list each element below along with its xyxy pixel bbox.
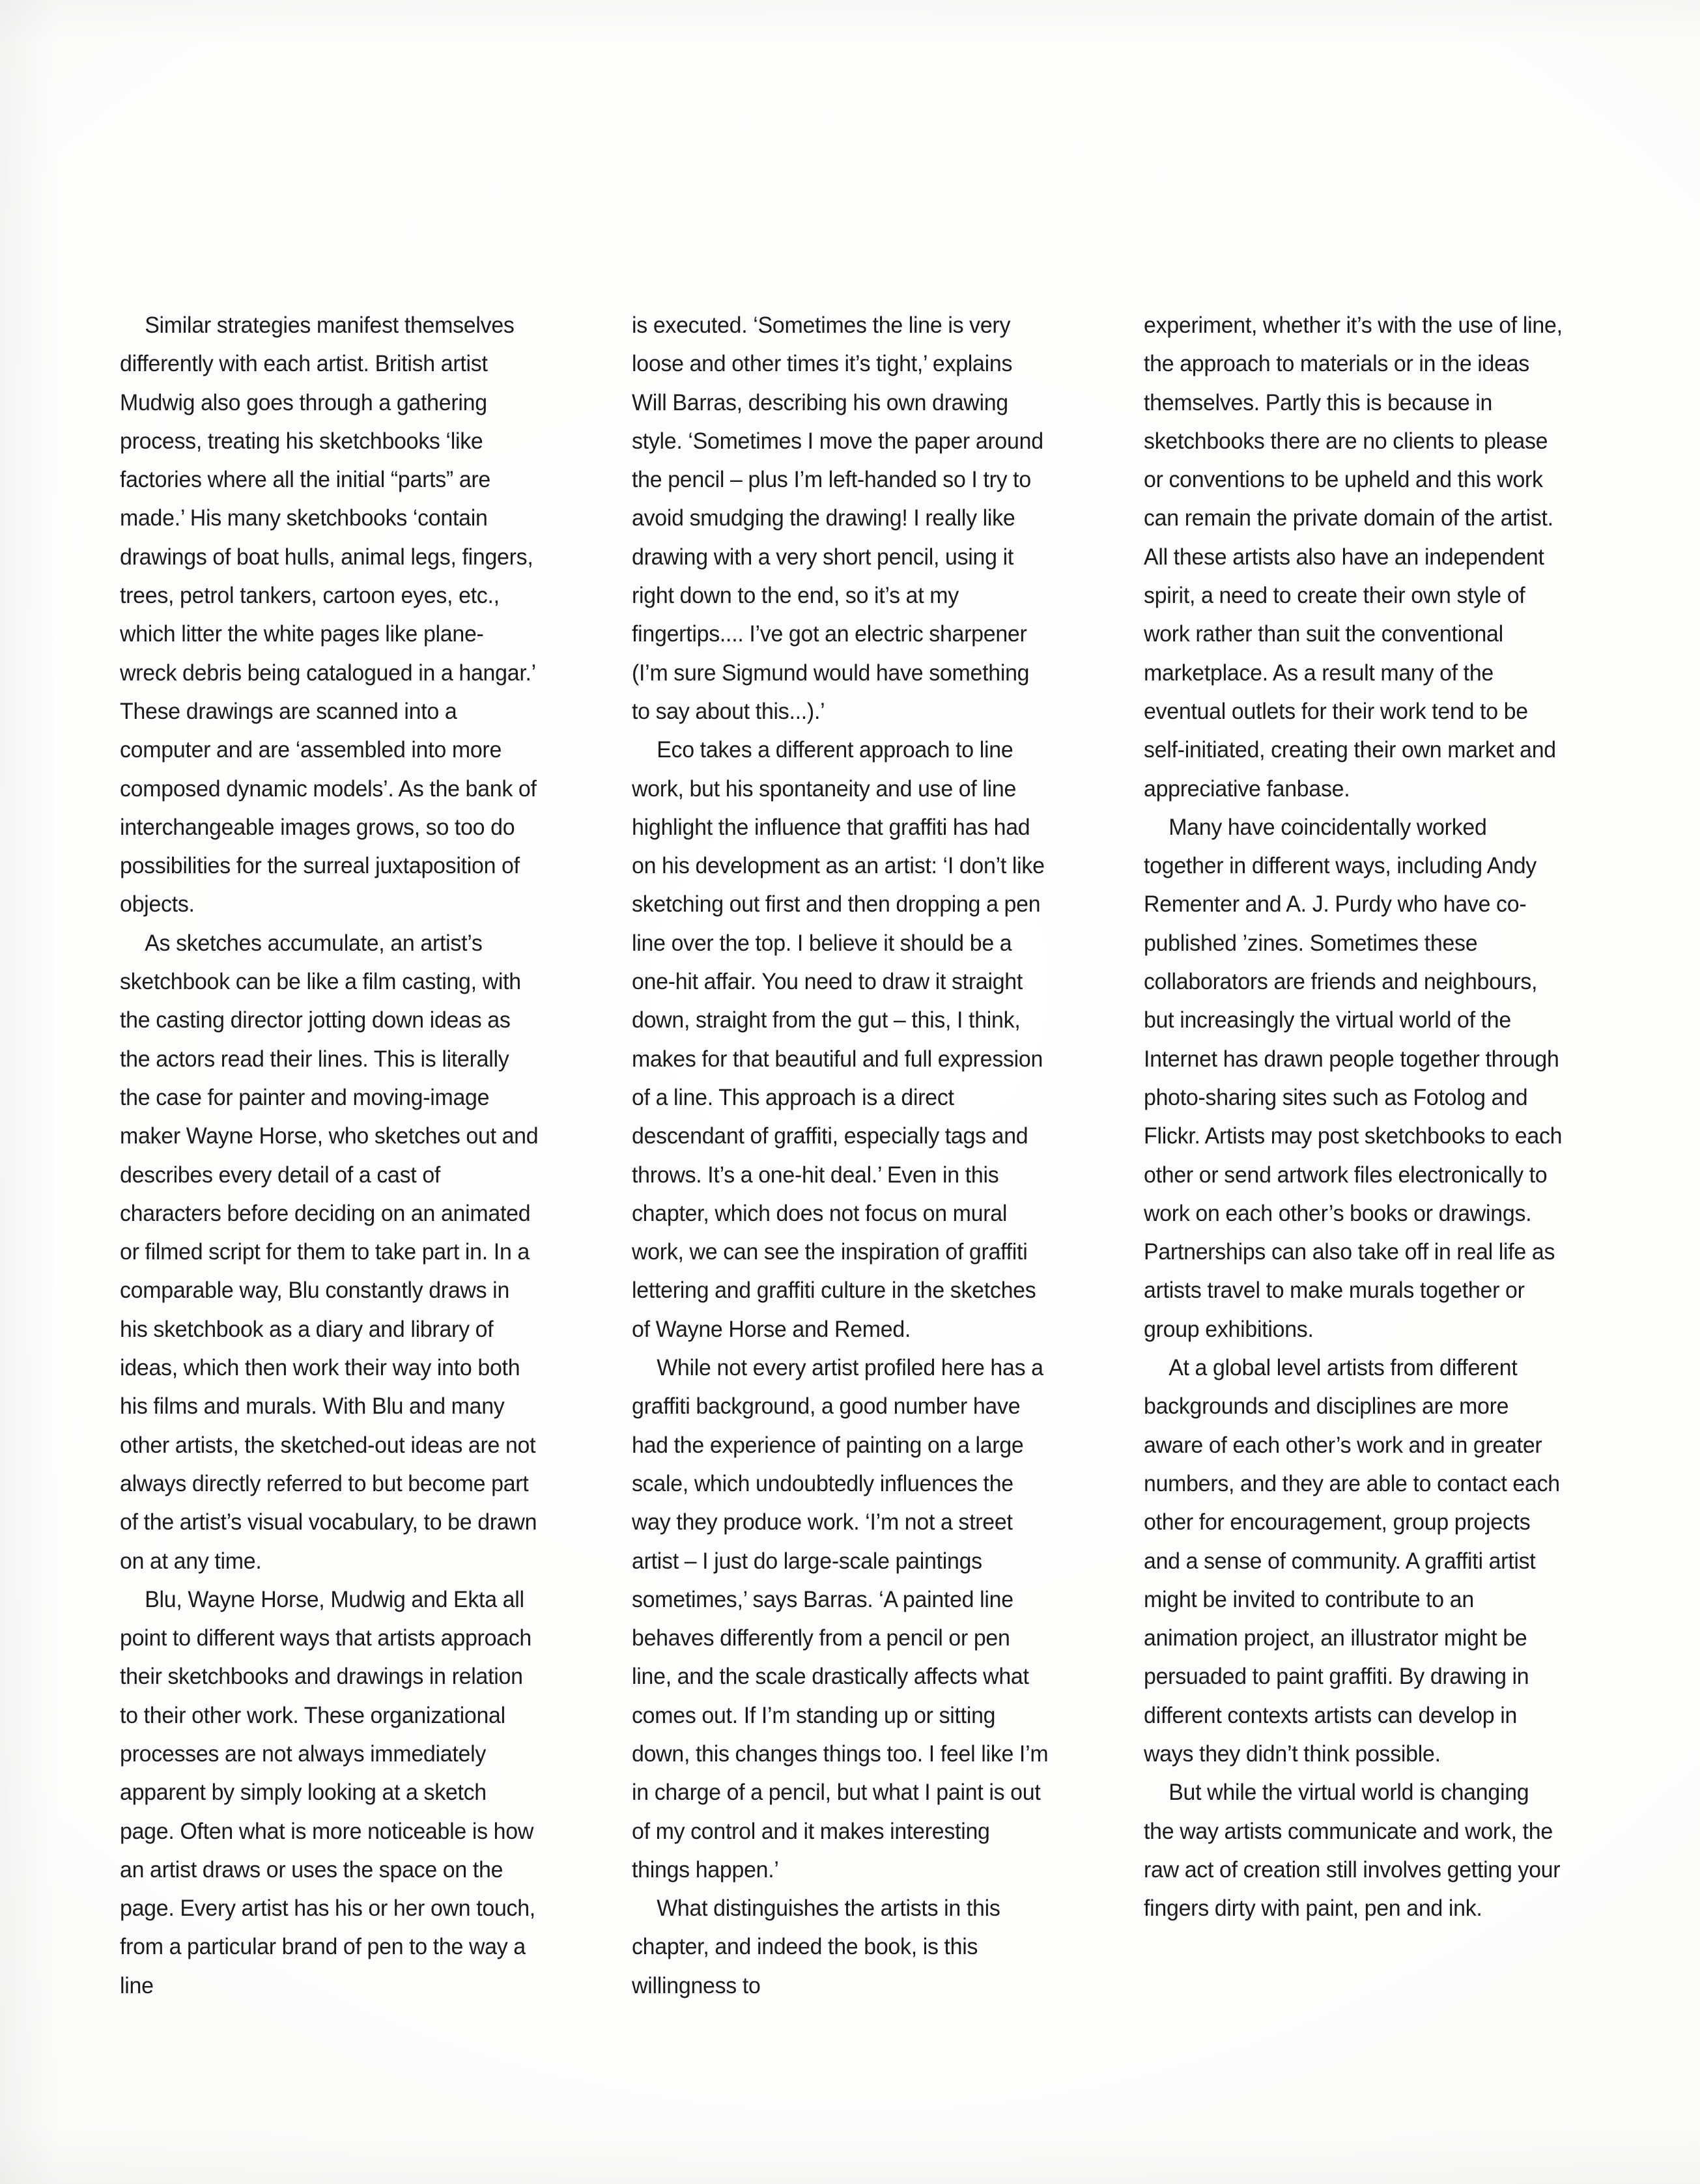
paragraph: Similar strategies manifest themselves differently with each artist. British artist Mudwig also goes through a gathering process, treating his sketchbooks ‘like factories where all the initial “parts” are made.’ His many sketchbooks ‘contain drawings of boat hulls, animal legs, fingers, trees, petrol tankers, cartoon eyes, etc., which litter the white pages like plane-wreck debris being catalogued in a hangar.’ These drawings are scanned into a computer and are ‘assembled into more composed dynamic models’. As the bank of interchangeable images grows, so too do possibilities for the surreal juxtaposition of objects.: [120, 312, 537, 917]
column-middle: [632, 306, 1072, 2005]
scan-edge-bottom: [0, 2125, 1700, 2184]
paragraph: But while the virtual world is changing the way artists communicate and work, the raw act of creation still involves getting your fingers dirty with paint, pen and ink.: [1144, 1779, 1561, 1922]
paragraph: At a global level artists from different backgrounds and disciplines are more aware of each other’s work and in greater numbers, and they are able to contact each other for encouragement, group projects and a sense of community. A graffiti artist might be invited to contribute to an animation project, an illustrator might be persuaded to paint graffiti. By drawing in different contexts artists can develop in ways they didn’t think possible.: [1144, 1354, 1560, 1767]
column-right: [1144, 306, 1584, 1927]
text-columns: [120, 306, 1585, 2005]
paragraph: Eco takes a different approach to line work, but his spontaneity and use of line highlight the influence that graffiti has had on his development as an artist: ‘I don’t like sketching out first and then dropping a pen line over the top. I believe it should be a one-hit affair. You need to draw it straight down, straight from the gut – this, I think, makes for that beautiful and full expression of a line. This approach is a direct descendant of graffiti, especially tags and throws. It’s a one-hit deal.’ Even in this chapter, which does not focus on mural work, we can see the inspiration of graffiti lettering and graffiti culture in the sketches of Wayne Horse and Remed.: [632, 736, 1045, 1342]
paragraph: Blu, Wayne Horse, Mudwig and Ekta all point to different ways that artists approach their sketchbooks and drawings in relation to their other work. These organizational processes are not always immediately apparent by simply looking at a sketch page. Often what is more noticeable is how an artist draws or uses the space on the page. Every artist has his or her own touch, from a particular brand of pen to the way a line: [120, 1586, 535, 1998]
paragraph: Many have coincidentally worked together in different ways, including Andy Rementer and A. J. Purdy who have co-published ’zines. Sometimes these collaborators are friends and neighbours, but increasingly the virtual world of the Internet has drawn people together through photo-sharing sites such as Fotolog and Flickr. Artists may post sketchbooks to each other or send artwork files electronically to work on each other’s books or drawings. Partnerships can also take off in real life as artists travel to make murals together or group exhibitions.: [1144, 813, 1563, 1342]
paragraph: What distinguishes the artists in this chapter, and indeed the book, is this willingness to: [632, 1895, 1000, 1998]
paragraph: While not every artist profiled here has a graffiti background, a good number have had the experience of painting on a large scale, which undoubtedly influences the way they produce work. ‘I’m not a street artist – I just do large-scale paintings sometimes,’ says Barras. ‘A painted line behaves differently from a pencil or pen line, and the scale drastically affects what comes out. If I’m standing up or sitting down, this changes things too. I feel like I’m in charge of a pencil, but what I paint is out of my control and it makes interesting things happen.’: [632, 1354, 1049, 1883]
paragraph: is executed. ‘Sometimes the line is very loose and other times it’s tight,’ explains Will Barras, describing his own drawing style. ‘Sometimes I move the paper around the pencil – plus I’m left-handed so I try to avoid smudging the drawing! I really like drawing with a very short pencil, using it right down to the end, so it’s at my fingertips.... I’ve got an electric sharpener (I’m sure Sigmund would have something to say about this...).’: [632, 312, 1043, 724]
column-left: [120, 306, 560, 2005]
paragraph: experiment, whether it’s with the use of line, the approach to materials or in the ideas themselves. Partly this is because in sketchbooks there are no clients to please or conventions to be upheld and this work can remain the private domain of the artist. All these artists also have an independent spirit, a need to create their own style of work rather than suit the conventional marketplace. As a result many of the eventual outlets for their work tend to be self-initiated, creating their own market and appreciative fanbase.: [1144, 312, 1563, 802]
scan-edge-left: [0, 0, 59, 2184]
paragraph: As sketches accumulate, an artist’s sketchbook can be like a film casting, with the casting director jotting down ideas as the actors read their lines. This is literally the case for painter and moving-image maker Wayne Horse, who sketches out and describes every detail of a cast of characters before deciding on an animated or filmed script for them to take part in. In a comparable way, Blu constantly draws in his sketchbook as a diary and library of ideas, which then work their way into both his films and murals. With Blu and many other artists, the sketched-out ideas are not always directly referred to but become part of the artist’s visual vocabulary, to be drawn on at any time.: [120, 929, 539, 1574]
scan-edge-top: [0, 0, 1700, 46]
